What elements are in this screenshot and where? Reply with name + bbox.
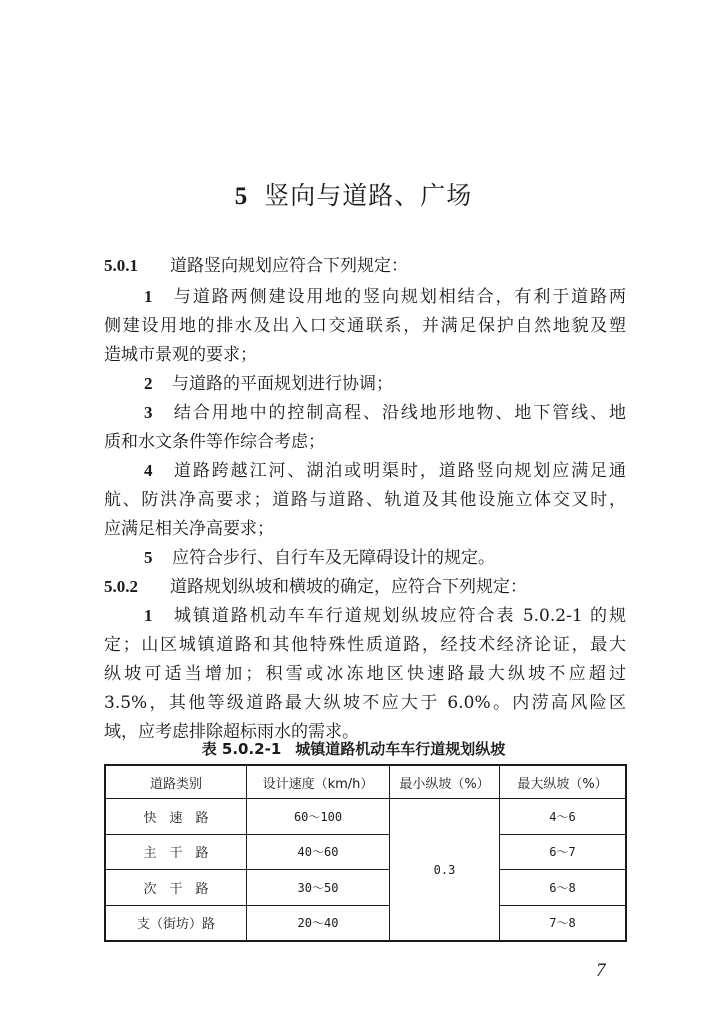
clause-text: 道路规划纵坡和横坡的确定，应符合下列规定： <box>170 577 527 597</box>
table-title: 城镇道路机动车车行道规划纵坡 <box>295 740 506 758</box>
section-number: 5 <box>234 183 249 210</box>
item-number: 5 <box>144 548 153 567</box>
clause-501-item-1-line-3: 造城市景观的要求； <box>104 345 257 365</box>
page-number: 7 <box>596 960 606 981</box>
clause-text: 道路竖向规划应符合下列规定： <box>170 256 408 276</box>
header-min-slope: 最小纵坡（%） <box>390 765 500 799</box>
cell-category: 主 干 路 <box>105 834 247 869</box>
item-number: 1 <box>144 287 153 306</box>
clause-501-item-4-line-3: 应满足相关净高要求； <box>104 519 274 539</box>
item-text: 城镇道路机动车车行道规划纵坡应符合表 5.0.2-1 的规 <box>172 606 626 626</box>
item-text: 与道路的平面规划进行协调； <box>172 374 393 394</box>
clause-502-item-1-line-4: 3.5%，其他等级道路最大纵坡不应大于 6.0%。内涝高风险区 <box>104 693 626 713</box>
cell-category: 支（街坊）路 <box>105 905 247 941</box>
clause-501-item-2 <box>144 374 393 394</box>
cell-max-slope: 4～6 <box>500 799 627 834</box>
cell-speed: 60～100 <box>247 799 390 834</box>
clause-502-item-1-line-3: 纵坡可适当增加；积雪或冰冻地区快速路最大纵坡不应超过 <box>104 664 626 684</box>
cell-max-slope: 7～8 <box>500 905 627 941</box>
section-heading: 竖向与道路、广场 <box>264 181 473 210</box>
table-row <box>105 905 626 941</box>
clause-501-item-1-line-2: 侧建设用地的排水及出入口交通联系，并满足保护自然地貌及塑 <box>104 316 626 336</box>
cell-speed: 40～60 <box>247 834 390 869</box>
table-header-row <box>105 765 626 799</box>
clause-502-item-1-line-5: 域，应考虑排除超标雨水的需求。 <box>104 722 359 742</box>
clause-501-item-3-line-1 <box>144 403 626 423</box>
clause-501-item-4-line-2: 航、防洪净高要求；道路与道路、轨道及其他设施立体交叉时， <box>104 490 626 510</box>
item-text: 应符合步行、自行车及无障碍设计的规定。 <box>172 548 495 568</box>
clause-502-heading <box>104 577 527 597</box>
item-number: 2 <box>144 374 153 393</box>
header-category: 道路类别 <box>105 765 247 799</box>
clause-501-item-5 <box>144 548 495 568</box>
item-text: 结合用地中的控制高程、沿线地形地物、地下管线、地 <box>172 403 626 423</box>
cell-speed: 30～50 <box>247 870 390 905</box>
cell-category: 次 干 路 <box>105 870 247 905</box>
clause-502-item-1-line-1 <box>144 606 626 626</box>
clause-502-item-1-line-2: 定；山区城镇道路和其他特殊性质道路，经技术经济论证，最大 <box>104 635 626 655</box>
section-title <box>0 176 707 212</box>
table-caption <box>0 738 707 759</box>
cell-max-slope: 6～7 <box>500 834 627 869</box>
cell-speed: 20～40 <box>247 905 390 941</box>
clause-number: 5.0.2 <box>104 577 138 596</box>
item-number: 1 <box>144 606 153 625</box>
clause-501-item-1-line-1 <box>144 287 626 307</box>
clause-501-item-4-line-1 <box>144 461 626 481</box>
slope-table <box>104 764 627 942</box>
header-max-slope: 最大纵坡（%） <box>500 765 627 799</box>
item-text: 与道路两侧建设用地的竖向规划相结合，有利于道路两 <box>172 287 626 307</box>
table-row <box>105 834 626 869</box>
cell-category: 快 速 路 <box>105 799 247 834</box>
clause-501-heading <box>104 256 408 276</box>
cell-max-slope: 6～8 <box>500 870 627 905</box>
header-speed: 设计速度（km/h） <box>247 765 390 799</box>
table-number: 表 5.0.2-1 <box>201 740 282 758</box>
clause-number: 5.0.1 <box>104 256 138 275</box>
item-text: 道路跨越江河、湖泊或明渠时，道路竖向规划应满足通 <box>172 461 626 481</box>
cell-min-slope: 0.3 <box>390 799 500 941</box>
item-number: 3 <box>144 403 153 422</box>
item-number: 4 <box>144 461 153 480</box>
table-row <box>105 870 626 905</box>
table-row <box>105 799 626 834</box>
clause-501-item-3-line-2: 质和水文条件等作综合考虑； <box>104 432 325 452</box>
